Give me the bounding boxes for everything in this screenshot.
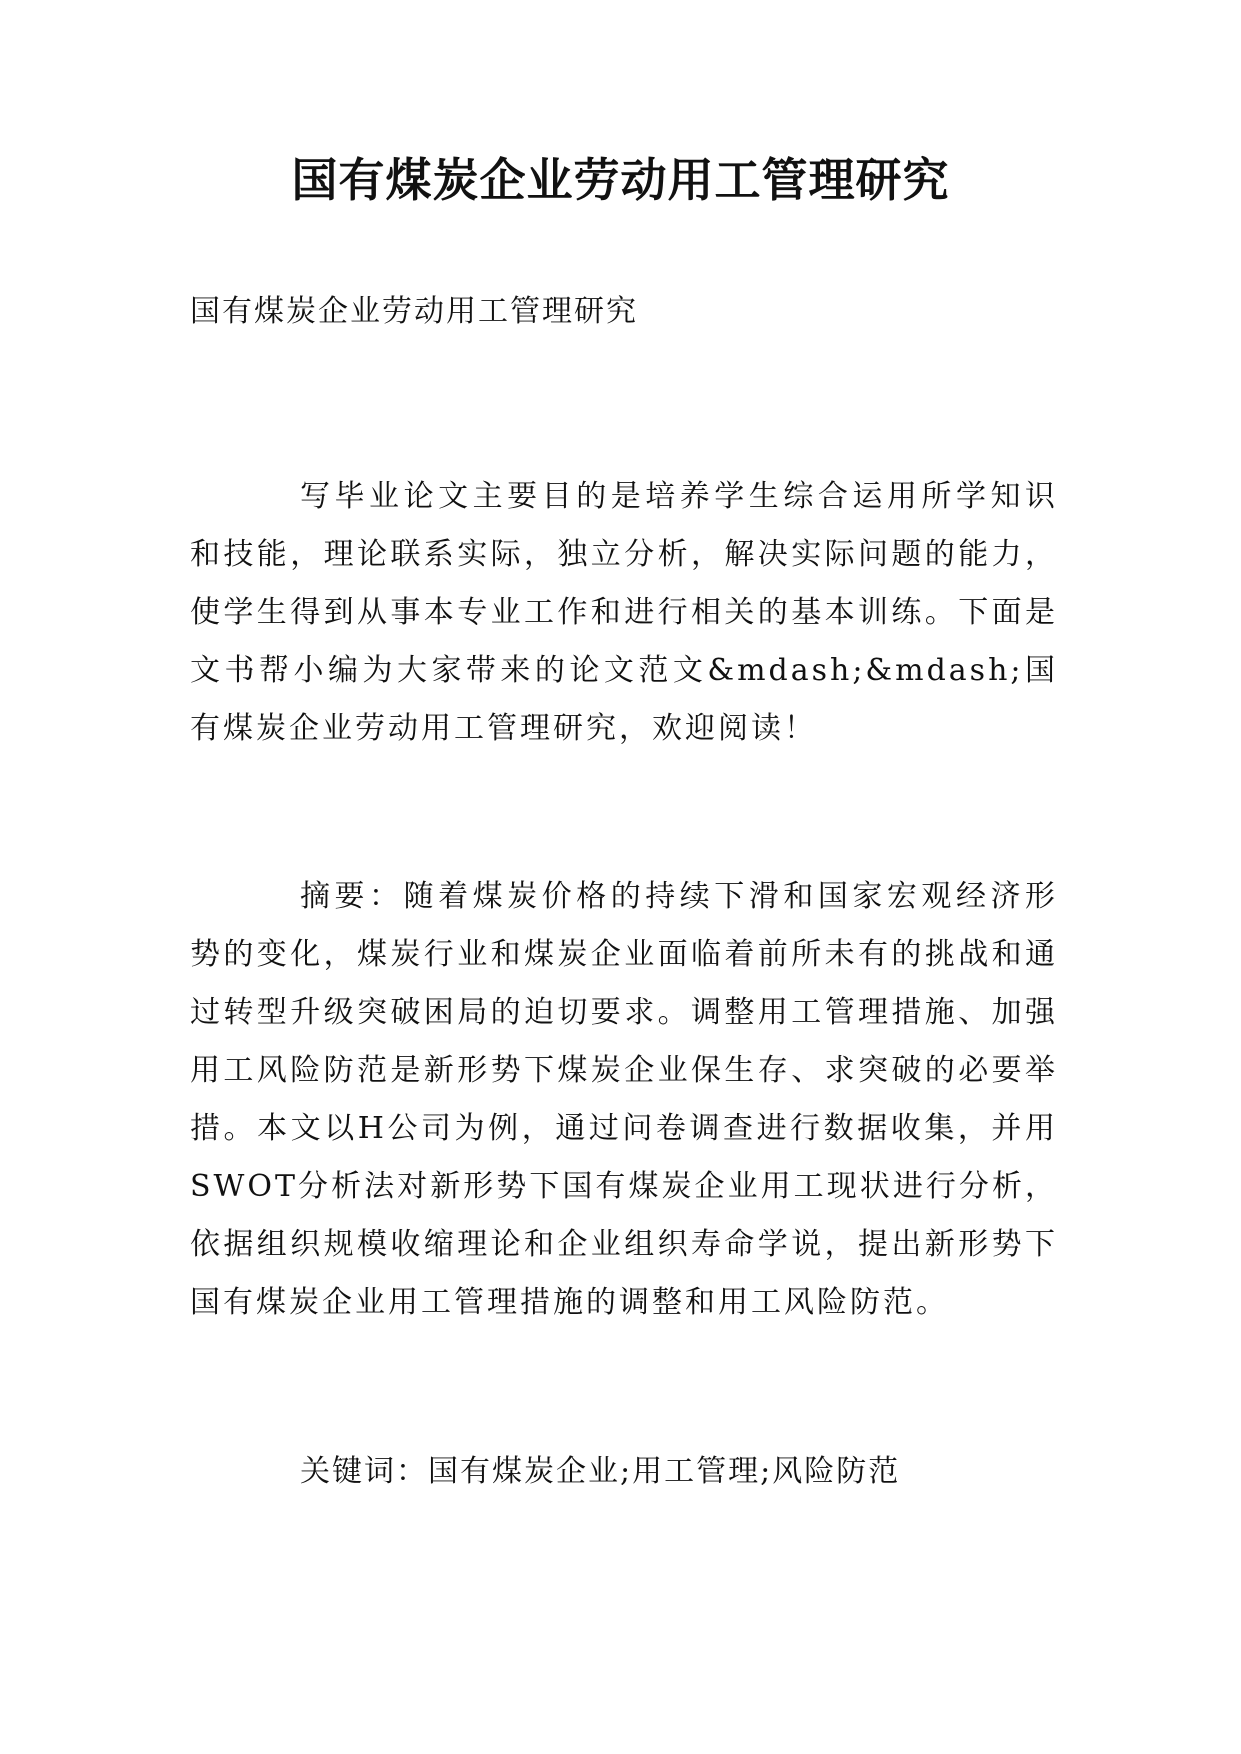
intro-paragraph: 写毕业论文主要目的是培养学生综合运用所学知识和技能，理论联系实际，独立分析，解决实际问题的能力，使学生得到从事本专业工作和进行相关的基本训练。下面是文书帮小编为大家带来的论文范文&mdash;&mdash;国有煤炭企业劳动用工管理研究，欢迎阅读！ xyxy=(190,479,1058,746)
document-title: 国有煤炭企业劳动用工管理研究 xyxy=(291,153,950,207)
abstract-paragraph: 摘要：随着煤炭价格的持续下滑和国家宏观经济形势的变化，煤炭行业和煤炭企业面临着前所未有的挑战和通过转型升级突破困局的迫切要求。调整用工管理措施、加强用工风险防范是新形势下煤炭企业保生存、求突破的必要举措。本文以H公司为例，通过问卷调查进行数据收集，并用SWOT分析法对新形势下国有煤炭企业用工现状进行分析，依据组织规模收缩理论和企业组织寿命学说，提出新形势下国有煤炭企业用工管理措施的调整和用工风险防范。 xyxy=(190,879,1058,1320)
keywords-line: 关键词：国有煤炭企业;用工管理;风险防范 xyxy=(300,1454,901,1489)
document-subtitle: 国有煤炭企业劳动用工管理研究 xyxy=(190,294,638,329)
